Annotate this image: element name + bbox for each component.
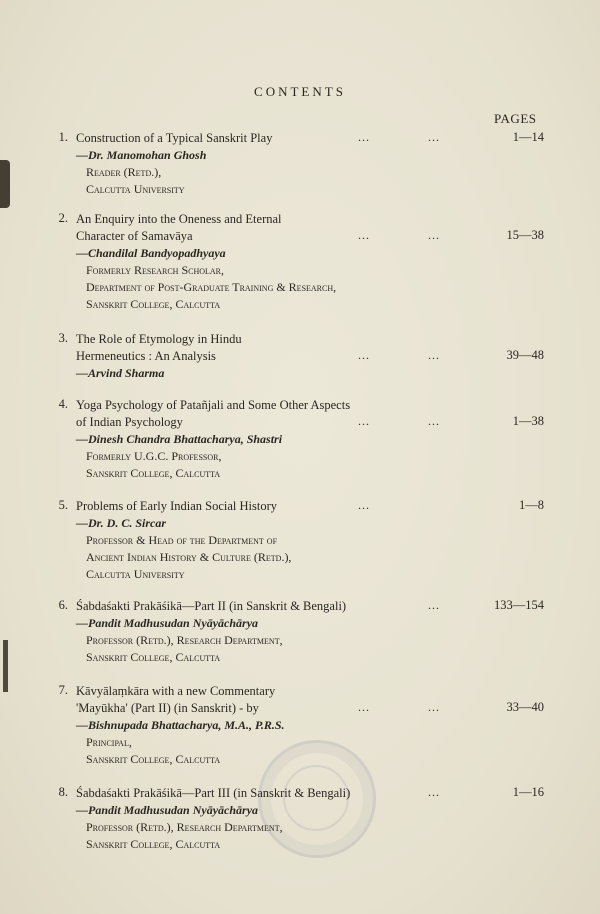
entry-pages: 1—14 — [512, 130, 544, 144]
leader-dots: ... — [358, 228, 370, 242]
binding-mark — [0, 160, 10, 208]
entry-pages: 39—48 — [506, 348, 544, 362]
entry-title: Problems of Early Indian Social History — [76, 499, 278, 513]
entry-affiliation: Sanskrit College, Calcutta — [86, 466, 221, 480]
entry-title: Śabdaśakti Prakāśikā—Part II (in Sanskrit & Bengali) — [76, 599, 347, 613]
leader-dots: ... — [428, 348, 440, 362]
entry-author: —Bishnupada Bhattacharya, M.A., P.R.S. — [76, 718, 285, 732]
entry-title: 'Mayūkha' (Part II) (in Sanskrit) - by — [76, 701, 259, 715]
entry-number: 8. — [58, 785, 68, 799]
entry-affiliation: Sanskrit College, Calcutta — [86, 837, 221, 851]
leader-dots: ... — [428, 228, 440, 242]
entry-affiliation: Principal, — [86, 735, 132, 749]
entry-title: An Enquiry into the Oneness and Eternal — [76, 212, 282, 226]
leader-dots: ... — [428, 700, 440, 714]
leader-dots: ... — [428, 414, 440, 428]
contents-heading: CONTENTS — [254, 84, 346, 99]
leader-dots: ... — [358, 700, 370, 714]
entry-title: Hermeneutics : An Analysis — [76, 349, 216, 363]
entry-author: —Dr. D. C. Sircar — [76, 516, 167, 530]
entry-pages: 1—38 — [512, 414, 544, 428]
leader-dots: ... — [428, 598, 440, 612]
entry-affiliation: Calcutta University — [86, 182, 185, 196]
entry-affiliation: Ancient Indian History & Culture (Retd.), — [86, 550, 292, 564]
leader-dots: ... — [358, 130, 370, 144]
entry-title: The Role of Etymology in Hindu — [76, 332, 242, 346]
entry-author: —Pandit Madhusudan Nyāyāchārya — [76, 616, 259, 630]
entry-title: Śabdaśakti Prakāśikā—Part III (in Sanskrit & Bengali) — [76, 786, 351, 800]
entry-title: Construction of a Typical Sanskrit Play — [76, 131, 273, 145]
pages-column-header: PAGES — [494, 111, 537, 126]
entry-author: —Dinesh Chandra Bhattacharya, Shastri — [76, 432, 283, 446]
entry-affiliation: Calcutta University — [86, 567, 185, 581]
entry-author: —Dr. Manomohan Ghosh — [76, 148, 207, 162]
entry-title: of Indian Psychology — [76, 415, 183, 429]
leader-dots: ... — [358, 498, 370, 512]
entry-title: Kāvyālaṃkāra with a new Commentary — [76, 684, 276, 698]
entry-number: 3. — [58, 331, 68, 345]
entry-affiliation: Reader (Retd.), — [86, 165, 162, 179]
entry-number: 1. — [58, 130, 68, 144]
entry-title: Character of Samavāya — [76, 229, 193, 243]
entry-number: 4. — [58, 397, 68, 411]
entry-author: —Pandit Madhusudan Nyāyāchārya — [76, 803, 259, 817]
entry-affiliation: Formerly U.G.C. Professor, — [86, 449, 222, 463]
entry-pages: 33—40 — [506, 700, 544, 714]
entry-affiliation: Professor & Head of the Department of — [86, 533, 278, 547]
entry-number: 6. — [58, 598, 68, 612]
entry-number: 5. — [58, 498, 68, 512]
entry-affiliation: Sanskrit College, Calcutta — [86, 752, 221, 766]
leader-dots: ... — [358, 348, 370, 362]
entry-affiliation: Formerly Research Scholar, — [86, 263, 225, 277]
entry-affiliation: Professor (Retd.), Research Department, — [86, 820, 283, 834]
entry-pages: 1—16 — [512, 785, 544, 799]
binding-mark — [3, 640, 8, 692]
entry-number: 2. — [58, 211, 68, 225]
entry-author: —Arvind Sharma — [76, 366, 165, 380]
entry-pages: 133—154 — [494, 598, 544, 612]
entry-author: —Chandilal Bandyopadhyaya — [76, 246, 226, 260]
entry-affiliation: Sanskrit College, Calcutta — [86, 650, 221, 664]
entry-pages: 15—38 — [506, 228, 544, 242]
entry-pages: 1—8 — [519, 498, 544, 512]
entry-number: 7. — [58, 683, 68, 697]
leader-dots: ... — [428, 785, 440, 799]
leader-dots: ... — [428, 130, 440, 144]
entry-affiliation: Department of Post-Graduate Training & Research, — [86, 280, 337, 294]
entry-title: Yoga Psychology of Patañjali and Some Other Aspects — [76, 398, 351, 412]
leader-dots: ... — [358, 414, 370, 428]
entry-affiliation: Sanskrit College, Calcutta — [86, 297, 221, 311]
entry-affiliation: Professor (Retd.), Research Department, — [86, 633, 283, 647]
